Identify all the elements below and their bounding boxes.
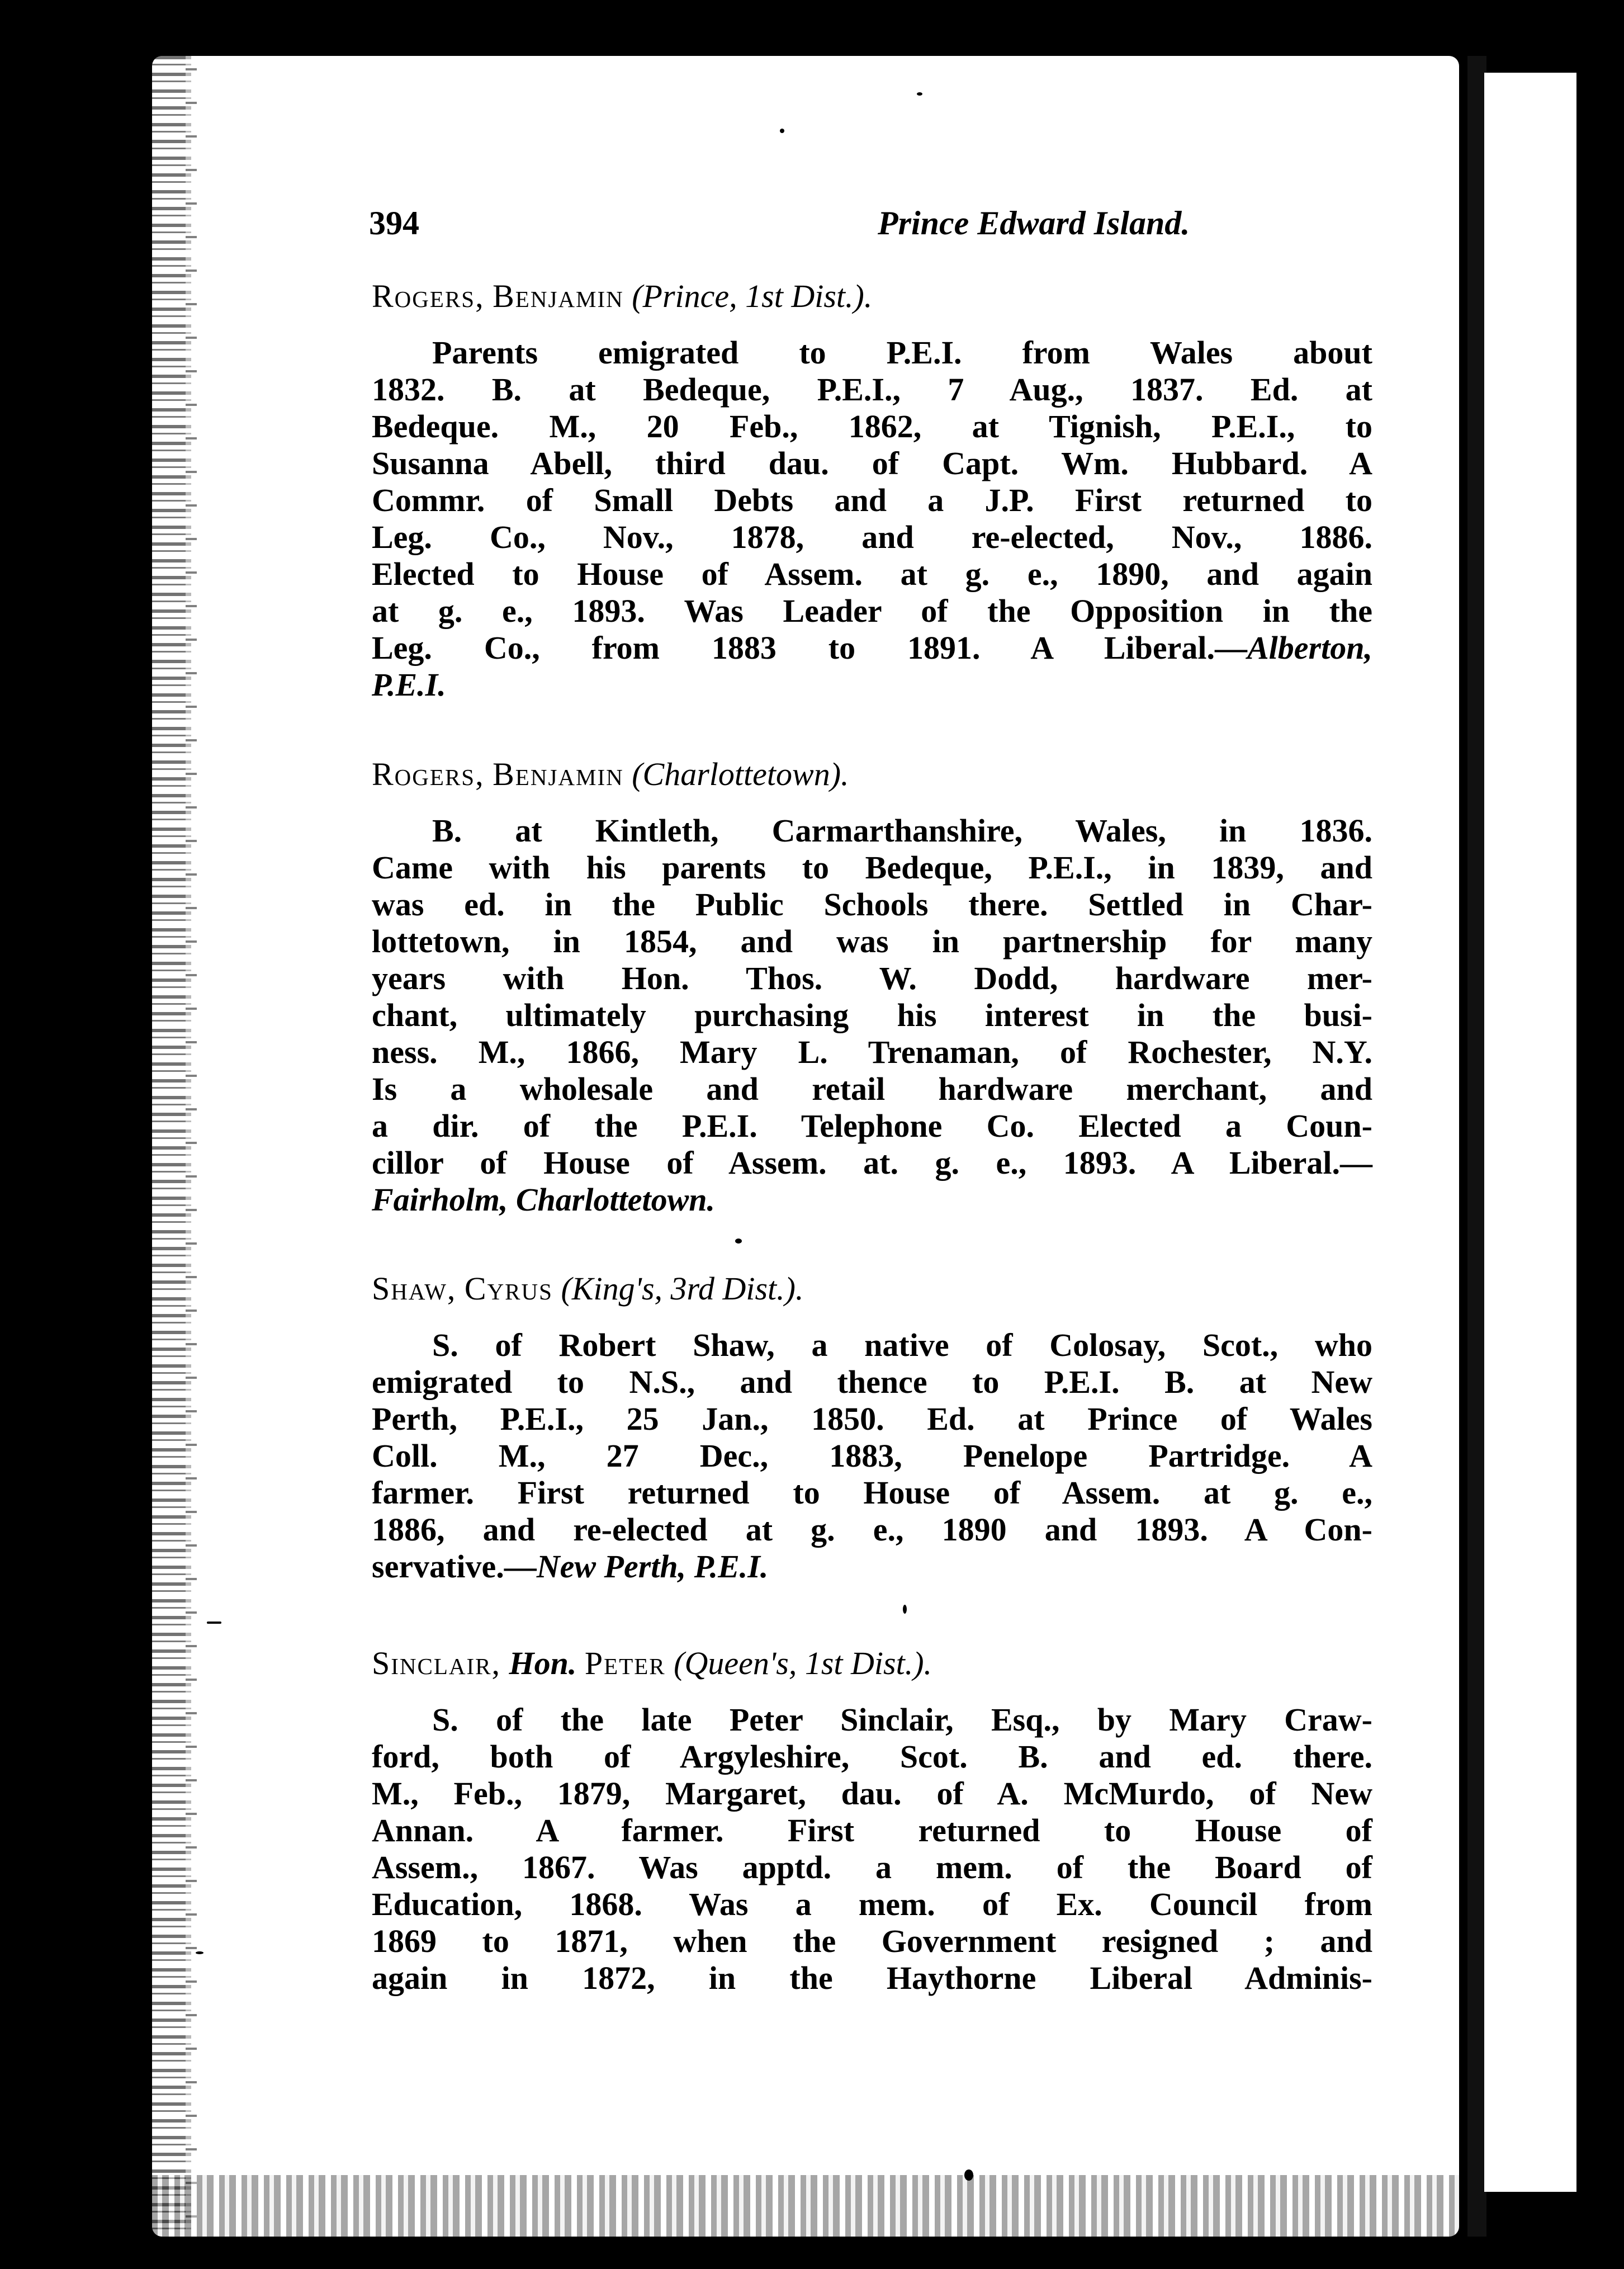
entry-body — [372, 1327, 1372, 1585]
scan-speck — [207, 1622, 221, 1624]
body-line: years with Hon. Thos. W. Dodd, hardware mer- — [372, 960, 1372, 996]
page-gutter — [1467, 56, 1486, 2237]
body-line: a dir. of the P.E.I. Telephone Co. Elected a Coun- — [372, 1108, 1372, 1144]
body-line: S. of Robert Shaw, a native of Colosay, Scot., who — [432, 1327, 1372, 1363]
entry-rogers-charlottetown — [372, 752, 1372, 1218]
entry-body — [372, 812, 1372, 1218]
entry-body — [372, 334, 1372, 703]
body-line: Parents emigrated to P.E.I. from Wales about — [432, 334, 1372, 371]
entry-surname: Rogers, — [372, 278, 485, 314]
scan-speck — [917, 92, 922, 96]
body-line: ford, both of Argyleshire, Scot. B. and ed. there. — [372, 1738, 1372, 1775]
entry-constituency: (Queen's, 1st Dist.). — [674, 1645, 932, 1681]
body-line: Bedeque. M., 20 Feb., 1862, at Tignish, P.E.I., to — [372, 408, 1372, 445]
running-head — [221, 204, 1372, 249]
body-line-text: servative.— — [372, 1548, 537, 1585]
entry-shaw — [372, 1266, 1372, 1585]
page-number: 394 — [369, 205, 419, 242]
body-line: Coll. M., 27 Dec., 1883, Penelope Partridge. A — [372, 1438, 1372, 1474]
body-line: Elected to House of Assem. at g. e., 1890, and again — [372, 556, 1372, 592]
entry-constituency: (King's, 3rd Dist.). — [561, 1270, 804, 1307]
body-line: 1886, and re-elected at g. e., 1890 and 1893. A Con- — [372, 1511, 1372, 1548]
scan-speck — [903, 1605, 907, 1614]
entry-forename: Cyrus — [464, 1270, 553, 1307]
body-line: Is a wholesale and retail hardware merchant, and — [372, 1071, 1372, 1107]
entry-honorific: Hon. — [509, 1645, 577, 1681]
body-line: at g. e., 1893. Was Leader of the Opposition in the — [372, 593, 1372, 629]
entry-forename: Peter — [584, 1645, 666, 1681]
entry-surname: Rogers, — [372, 756, 485, 792]
body-line: emigrated to N.S., and thence to P.E.I. B. at New — [372, 1364, 1372, 1400]
body-line: cillor of House of Assem. at. g. e., 1893. A Liberal.— — [372, 1145, 1372, 1181]
entry-body — [372, 1701, 1372, 1997]
entry-forename: Benjamin — [493, 278, 624, 314]
body-line: lottetown, in 1854, and was in partnership for many — [372, 923, 1372, 959]
body-line: Annan. A farmer. First returned to House of — [372, 1812, 1372, 1849]
body-line: Came with his parents to Bedeque, P.E.I., in 1839, and — [372, 849, 1372, 886]
body-line: ness. M., 1866, Mary L. Trenaman, of Rochester, N.Y. — [372, 1034, 1372, 1070]
entry-surname: Shaw, — [372, 1270, 457, 1307]
body-line: Commr. of Small Debts and a J.P. First returned to — [372, 482, 1372, 518]
entry-residence-continued: P.E.I. — [372, 666, 446, 703]
body-line: chant, ultimately purchasing his interest in the busi- — [372, 997, 1372, 1033]
entry-heading — [372, 1266, 1372, 1311]
entry-rogers-prince — [372, 274, 1372, 703]
body-line: S. of the late Peter Sinclair, Esq., by Mary Craw- — [432, 1701, 1372, 1738]
body-line: again in 1872, in the Haythorne Liberal Adminis- — [372, 1960, 1372, 1996]
entry-residence: Fairholm, Charlottetown. — [372, 1181, 716, 1218]
entry-residence: Alberton, — [1247, 630, 1372, 666]
entry-surname: Sinclair, — [372, 1645, 501, 1681]
bottom-scan-shade — [152, 2175, 1459, 2237]
scan-speck — [964, 2169, 973, 2181]
running-title: Prince Edward Island. — [878, 205, 1190, 242]
body-line — [372, 1548, 1372, 1585]
entry-heading — [372, 752, 1372, 797]
body-line: Perth, P.E.I., 25 Jan., 1850. Ed. at Prince of Wales — [372, 1401, 1372, 1437]
body-line: Education, 1868. Was a mem. of Ex. Council from — [372, 1886, 1372, 1922]
body-line: 1832. B. at Bedeque, P.E.I., 7 Aug., 1837. Ed. at — [372, 371, 1372, 408]
scan-speck — [196, 1951, 203, 1954]
entry-heading — [372, 274, 1372, 319]
scan-speck — [735, 1239, 742, 1244]
entry-heading — [372, 1641, 1372, 1686]
entry-forename: Benjamin — [493, 756, 624, 792]
body-line: Assem., 1867. Was apptd. a mem. of the Board of — [372, 1849, 1372, 1885]
entry-residence: New Perth, P.E.I. — [536, 1548, 769, 1585]
body-line: Susanna Abell, third dau. of Capt. Wm. Hubbard. A — [372, 445, 1372, 481]
body-line — [372, 630, 1372, 666]
scan-speck — [780, 129, 784, 133]
body-line: 1869 to 1871, when the Government resigned ; and — [372, 1923, 1372, 1959]
entry-constituency: (Prince, 1st Dist.). — [632, 278, 873, 314]
body-line: was ed. in the Public Schools there. Settled in Char- — [372, 886, 1372, 923]
body-line: M., Feb., 1879, Margaret, dau. of A. McMurdo, of New — [372, 1775, 1372, 1812]
body-line: B. at Kintleth, Carmarthanshire, Wales, in 1836. — [432, 812, 1372, 849]
next-page-edge — [1484, 73, 1576, 2192]
entry-constituency: (Charlottetown). — [632, 756, 849, 792]
body-line: Leg. Co., Nov., 1878, and re-elected, Nov., 1886. — [372, 519, 1372, 555]
binding-edge-inner — [186, 56, 197, 2237]
entry-sinclair — [372, 1641, 1372, 1997]
body-line: farmer. First returned to House of Assem. at g. e., — [372, 1474, 1372, 1511]
body-line-text: Leg. Co., from 1883 to 1891. A Liberal.— — [372, 630, 1247, 666]
